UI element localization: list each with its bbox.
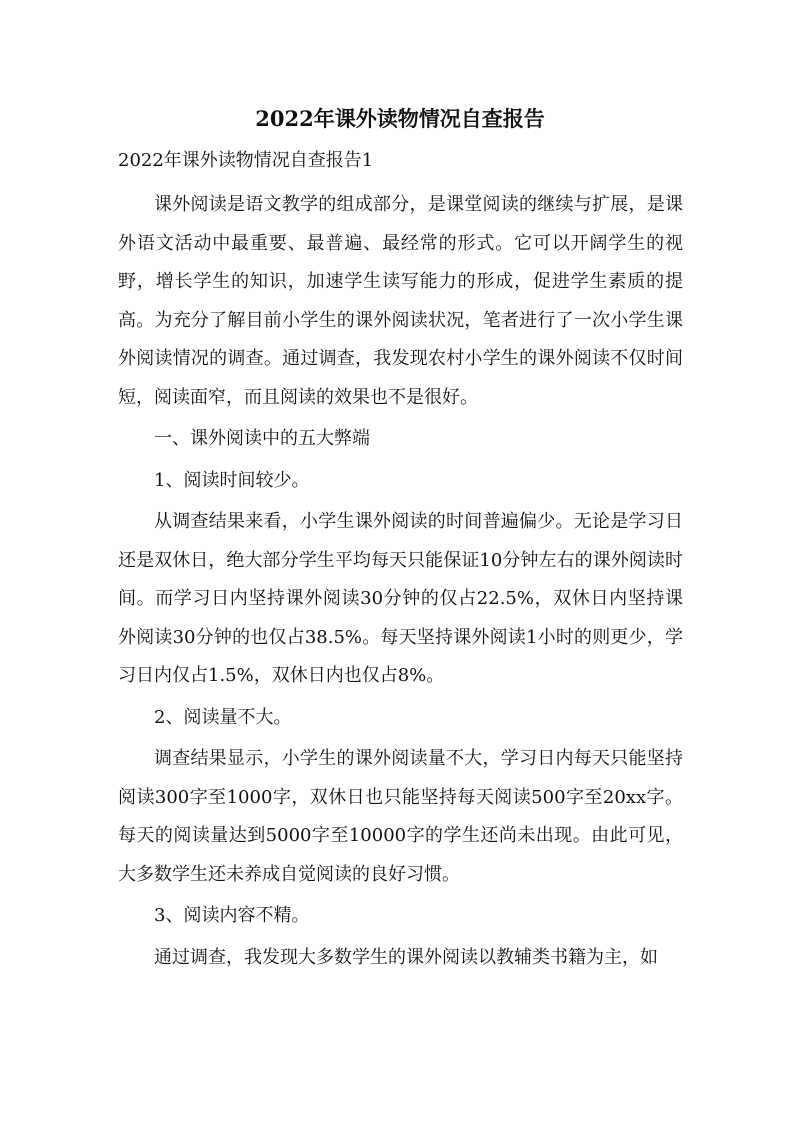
subheading-reading-content: 3、阅读内容不精。 bbox=[154, 905, 310, 926]
paragraph-reading-time: 从调查结果来看，小学生课外阅读的时间普遍偏少。无论是学习日还是双休日，绝大部分学生平均每天只能保证10分钟左右的课外阅读时间。而学习日内坚持课外阅读30分钟的仅占22.5%，双休日内坚持课外阅读30分钟的也仅占38.5%。每天坚持课外阅读1小时的则更少，学习日内仅占1.5%，双休日内也仅占8%。 bbox=[118, 511, 683, 686]
document-subtitle: 2022年课外读物情况自查报告1 bbox=[118, 150, 374, 171]
section-heading-five-problems: 一、课外阅读中的五大弊端 bbox=[154, 428, 370, 449]
subheading-reading-amount: 2、阅读量不大。 bbox=[154, 706, 292, 728]
document-title: 2022年课外读物情况自查报告 bbox=[255, 106, 545, 131]
paragraph-reading-amount: 调查结果显示，小学生的课外阅读量不大，学习日内每天只能坚持阅读300字至1000字，双休日也只能坚持每天阅读500字至20xx字。每天的阅读量达到5000字至10000字的学生还尚未出现。由此可见，大多数学生还未养成自觉阅读的良好习惯。 bbox=[118, 748, 683, 885]
paragraph-intro: 课外阅读是语文教学的组成部分，是课堂阅读的继续与扩展，是课外语文活动中最重要、最普遍、最经常的形式。它可以开阔学生的视野，增长学生的知识，加速学生读写能力的形成，促进学生素质的提高。为充分了解目前小学生的课外阅读状况，笔者进行了一次小学生课外阅读情况的调查。通过调查，我发现农村小学生的课外阅读不仅时间短，阅读面窄，而且阅读的效果也不是很好。 bbox=[118, 194, 683, 408]
paragraph-reading-content: 通过调查，我发现大多数学生的课外阅读以教辅类书籍为主，如 bbox=[154, 946, 658, 968]
subheading-reading-time: 1、阅读时间较少。 bbox=[154, 469, 310, 491]
document-body bbox=[118, 186, 683, 977]
